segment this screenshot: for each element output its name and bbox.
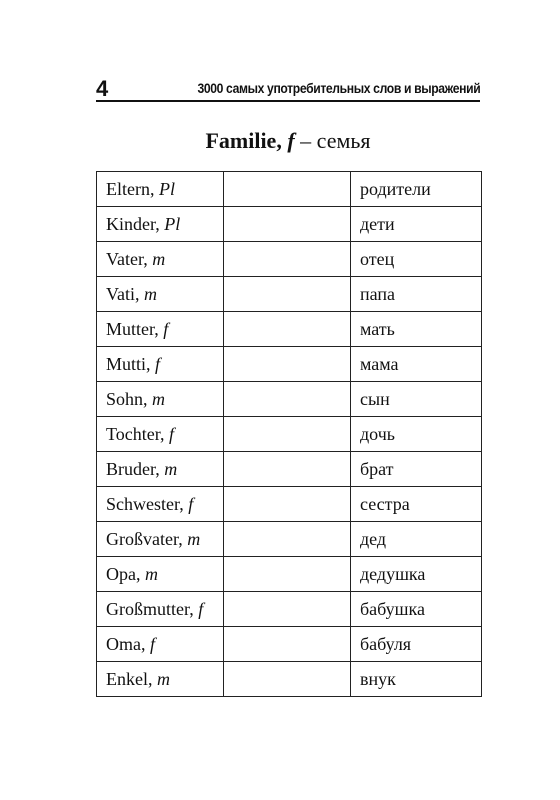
blank-cell [224, 452, 351, 487]
gender-marker: f [198, 598, 204, 619]
translation-cell: сестра [351, 487, 482, 522]
german-word-cell [97, 627, 224, 662]
blank-cell [224, 487, 351, 522]
table-row [97, 312, 482, 347]
translation-cell: папа [351, 277, 482, 312]
gender-marker: m [157, 668, 170, 689]
gender-marker: m [152, 388, 166, 409]
translation-cell: внук [351, 662, 482, 697]
table-row [97, 452, 482, 487]
table-row [97, 382, 482, 417]
page-number: 4 [96, 76, 109, 101]
german-word-cell [97, 347, 224, 382]
german-word: Mutti, [106, 353, 156, 374]
german-word-cell [97, 312, 224, 347]
table-row [97, 277, 482, 312]
translation-cell: брат [351, 452, 482, 487]
german-word-cell [97, 592, 224, 627]
translation-cell: мать [351, 312, 482, 347]
german-word: Kinder, [106, 213, 165, 234]
translation-cell: дед [351, 522, 482, 557]
title-german: Familie, [205, 128, 282, 153]
translation-cell: мама [351, 347, 482, 382]
german-word-cell [97, 522, 224, 557]
translation-cell: дочь [351, 417, 482, 452]
german-word-cell [97, 242, 224, 277]
blank-cell [224, 662, 351, 697]
blank-cell [224, 382, 351, 417]
vocabulary-table-body [97, 172, 482, 697]
table-row [97, 172, 482, 207]
page-header [96, 76, 480, 102]
blank-cell [224, 312, 351, 347]
table-row [97, 627, 482, 662]
table-row [97, 662, 482, 697]
table-row [97, 207, 482, 242]
gender-marker: m [187, 528, 201, 549]
translation-cell: бабушка [351, 592, 482, 627]
translation-cell: родители [351, 172, 482, 207]
german-word: Eltern, [106, 178, 159, 199]
table-row [97, 522, 482, 557]
translation-cell: сын [351, 382, 482, 417]
gender-marker: f [169, 423, 175, 444]
translation-cell: бабуля [351, 627, 482, 662]
blank-cell [224, 207, 351, 242]
german-word-cell [97, 487, 224, 522]
blank-cell [224, 277, 351, 312]
german-word: Sohn, [106, 388, 153, 409]
german-word-cell [97, 277, 224, 312]
german-word: Vater, [106, 248, 153, 269]
table-row [97, 417, 482, 452]
german-word-cell [97, 452, 224, 487]
german-word-cell [97, 207, 224, 242]
german-word: Enkel, [106, 668, 157, 689]
translation-cell: отец [351, 242, 482, 277]
gender-marker: f [163, 318, 169, 339]
title-separator: – [294, 128, 317, 153]
german-word-cell [97, 557, 224, 592]
table-row [97, 242, 482, 277]
german-word: Oma, [106, 633, 150, 654]
german-word-cell [97, 382, 224, 417]
german-word: Großvater, [106, 528, 188, 549]
german-word: Vati, [106, 283, 144, 304]
title-russian: семья [316, 128, 371, 153]
translation-cell: дедушка [351, 557, 482, 592]
german-word: Schwester, [106, 493, 189, 514]
blank-cell [224, 347, 351, 382]
title-gender: f [287, 128, 295, 153]
gender-marker: Pl [164, 213, 181, 234]
gender-marker: f [188, 493, 194, 514]
translation-cell: дети [351, 207, 482, 242]
gender-marker: f [150, 633, 156, 654]
blank-cell [224, 592, 351, 627]
german-word: Mutter, [106, 318, 164, 339]
blank-cell [224, 417, 351, 452]
running-head: 3000 самых употребительных слов и выражений [197, 81, 480, 96]
german-word: Opa, [106, 563, 145, 584]
german-word: Tochter, [106, 423, 169, 444]
german-word-cell [97, 417, 224, 452]
table-row [97, 347, 482, 382]
table-row [97, 487, 482, 522]
table-row [97, 592, 482, 627]
gender-marker: m [144, 283, 157, 304]
header-rule [96, 100, 480, 102]
gender-marker: Pl [158, 178, 175, 199]
blank-cell [224, 557, 351, 592]
german-word-cell [97, 172, 224, 207]
gender-marker: f [155, 353, 161, 374]
german-word-cell [97, 662, 224, 697]
blank-cell [224, 172, 351, 207]
gender-marker: m [152, 248, 166, 269]
vocabulary-table [96, 171, 482, 697]
blank-cell [224, 627, 351, 662]
blank-cell [224, 242, 351, 277]
german-word: Bruder, [106, 458, 165, 479]
table-row [97, 557, 482, 592]
blank-cell [224, 522, 351, 557]
section-title [96, 126, 480, 156]
german-word: Großmutter, [106, 598, 199, 619]
gender-marker: m [164, 458, 178, 479]
gender-marker: m [145, 563, 158, 584]
